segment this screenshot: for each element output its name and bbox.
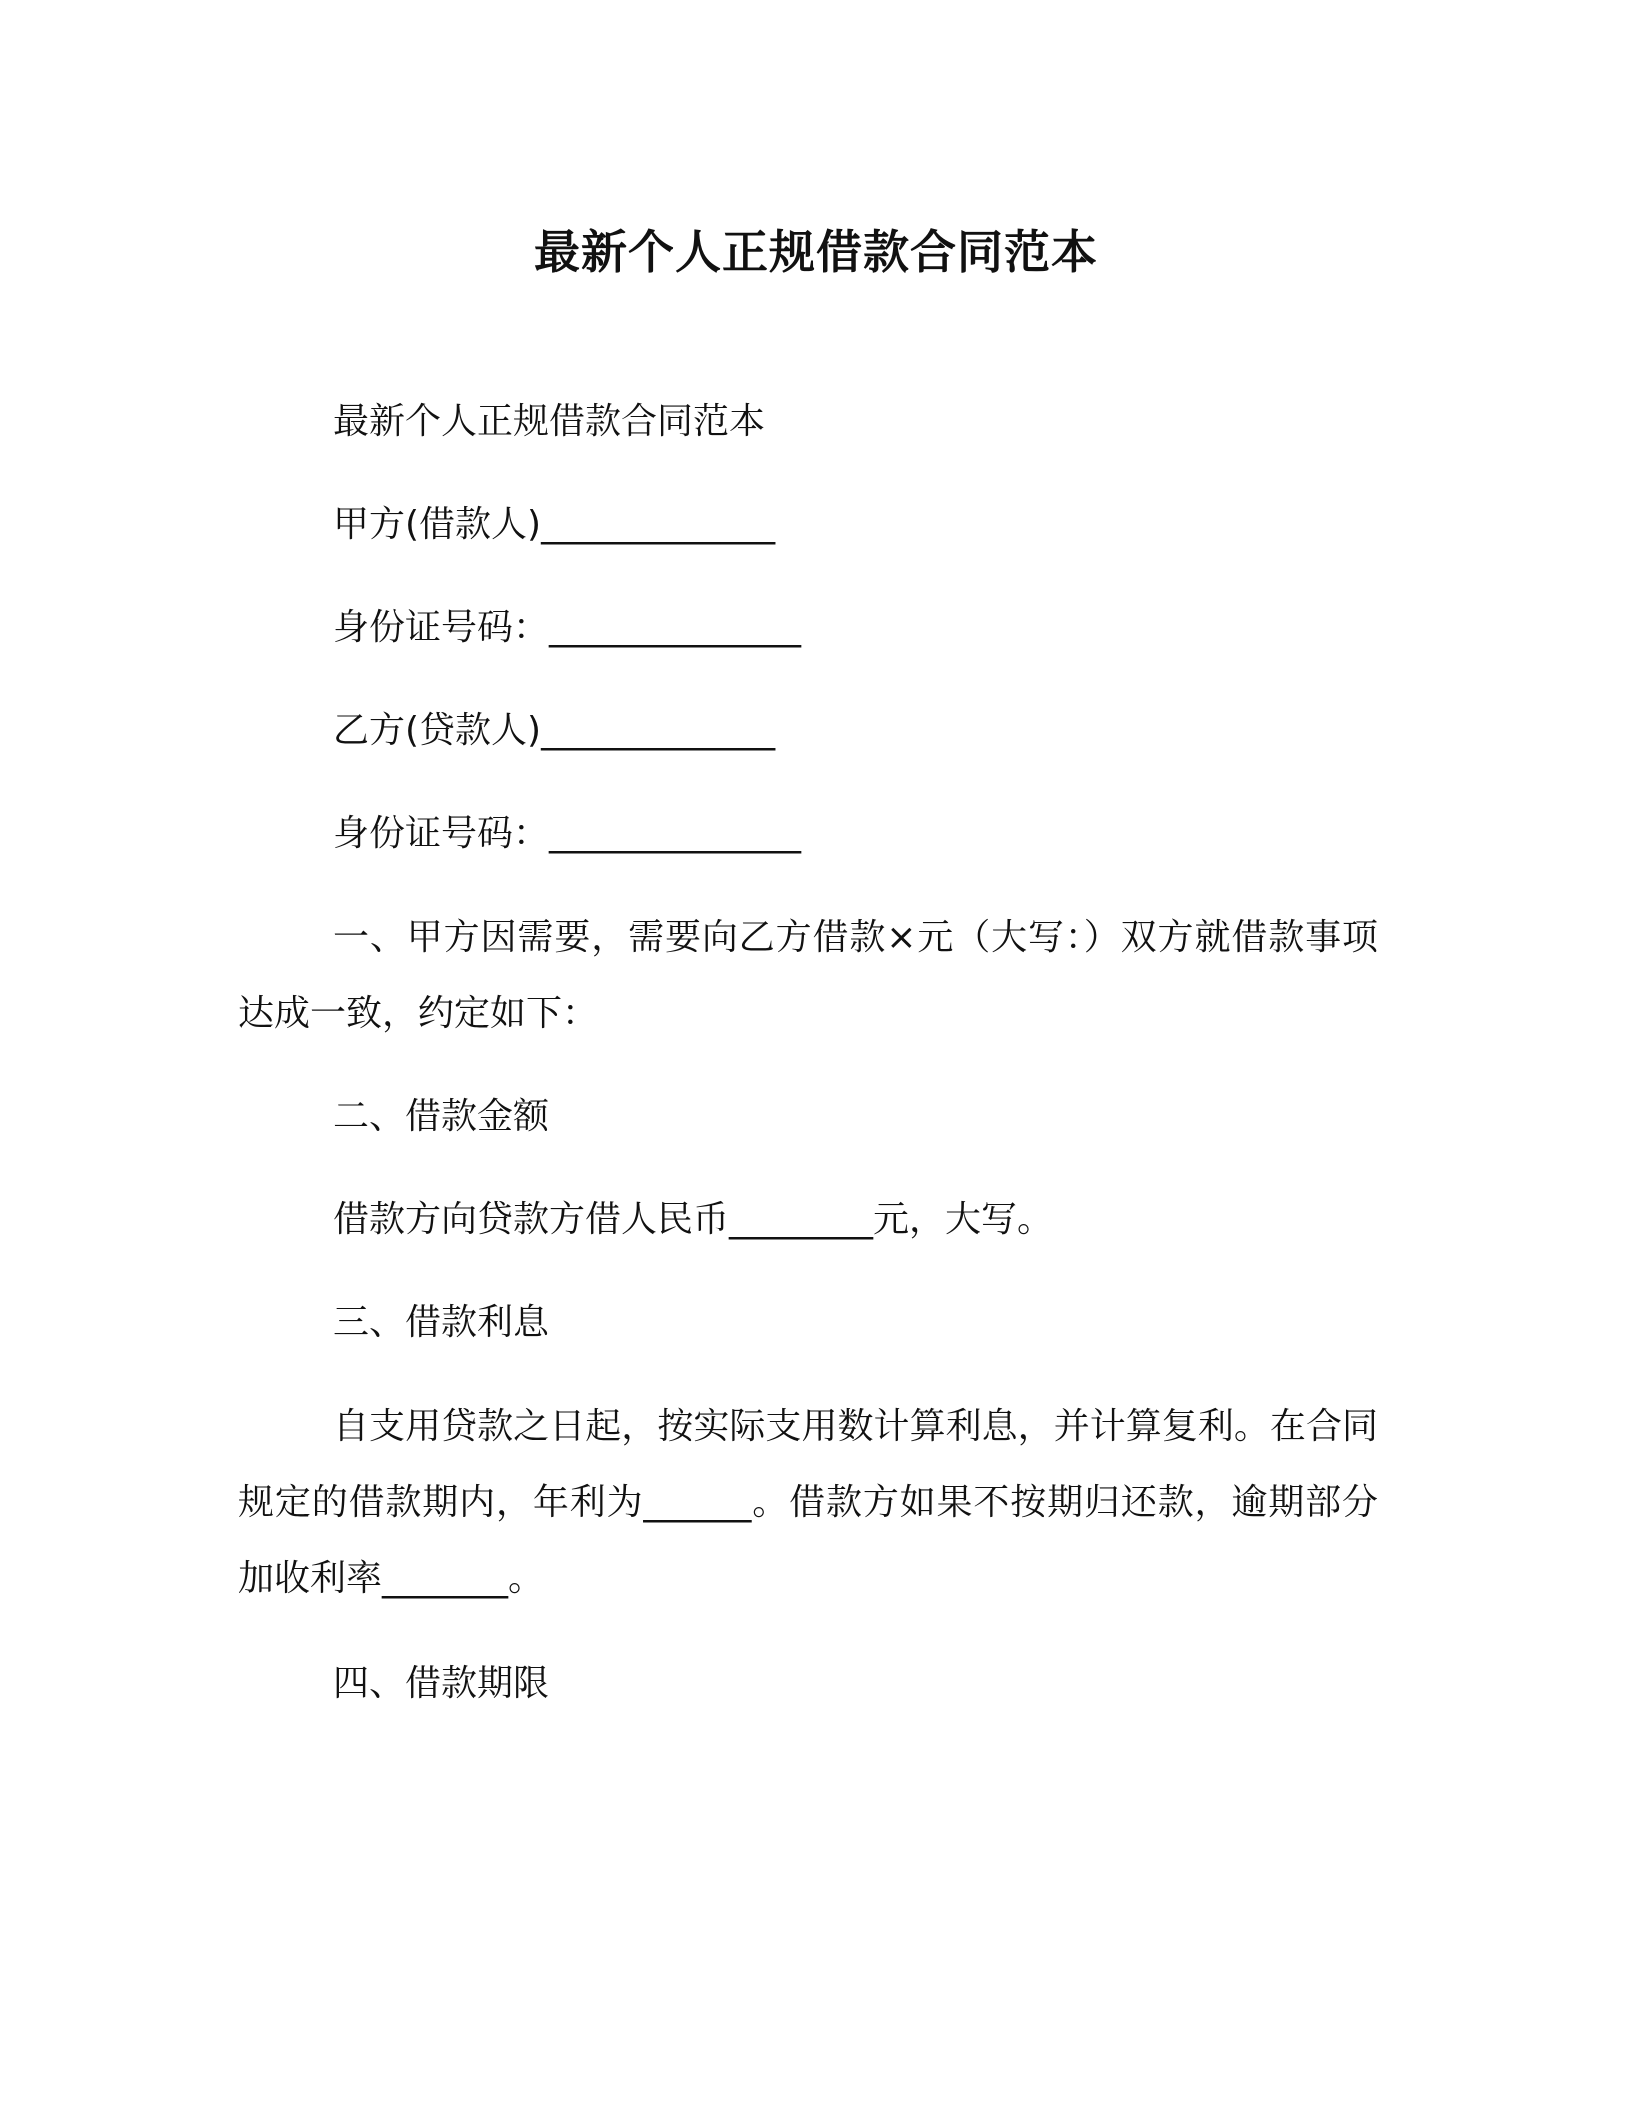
- section-4-heading: 四、借款期限: [333, 1663, 550, 1704]
- party-b-id-line: 身份证号码：______________: [333, 813, 802, 854]
- party-b-line: 乙方(贷款人)_____________: [333, 710, 776, 751]
- section-2-heading: 二、借款金额: [333, 1096, 550, 1137]
- party-a-id-line: 身份证号码：______________: [333, 607, 802, 648]
- section-2-body: 借款方向贷款方借人民币________元，大写。: [333, 1199, 1054, 1240]
- document-subtitle: 最新个人正规借款合同范本: [333, 401, 766, 442]
- section-3-heading: 三、借款利息: [333, 1302, 550, 1343]
- party-a-line: 甲方(借款人)_____________: [333, 504, 776, 545]
- section-3-body: 自支用贷款之日起，按实际支用数计算利息，并计算复利。在合同规定的借款期内，年利为______。借款方如果不按期归还款，逾期部分加收利率_______。: [238, 1406, 1378, 1599]
- clause-1-paragraph: 一、甲方因需要，需要向乙方借款×元（大写：）双方就借款事项达成一致，约定如下：: [238, 917, 1378, 1034]
- document-title: 最新个人正规借款合同范本: [534, 225, 1098, 279]
